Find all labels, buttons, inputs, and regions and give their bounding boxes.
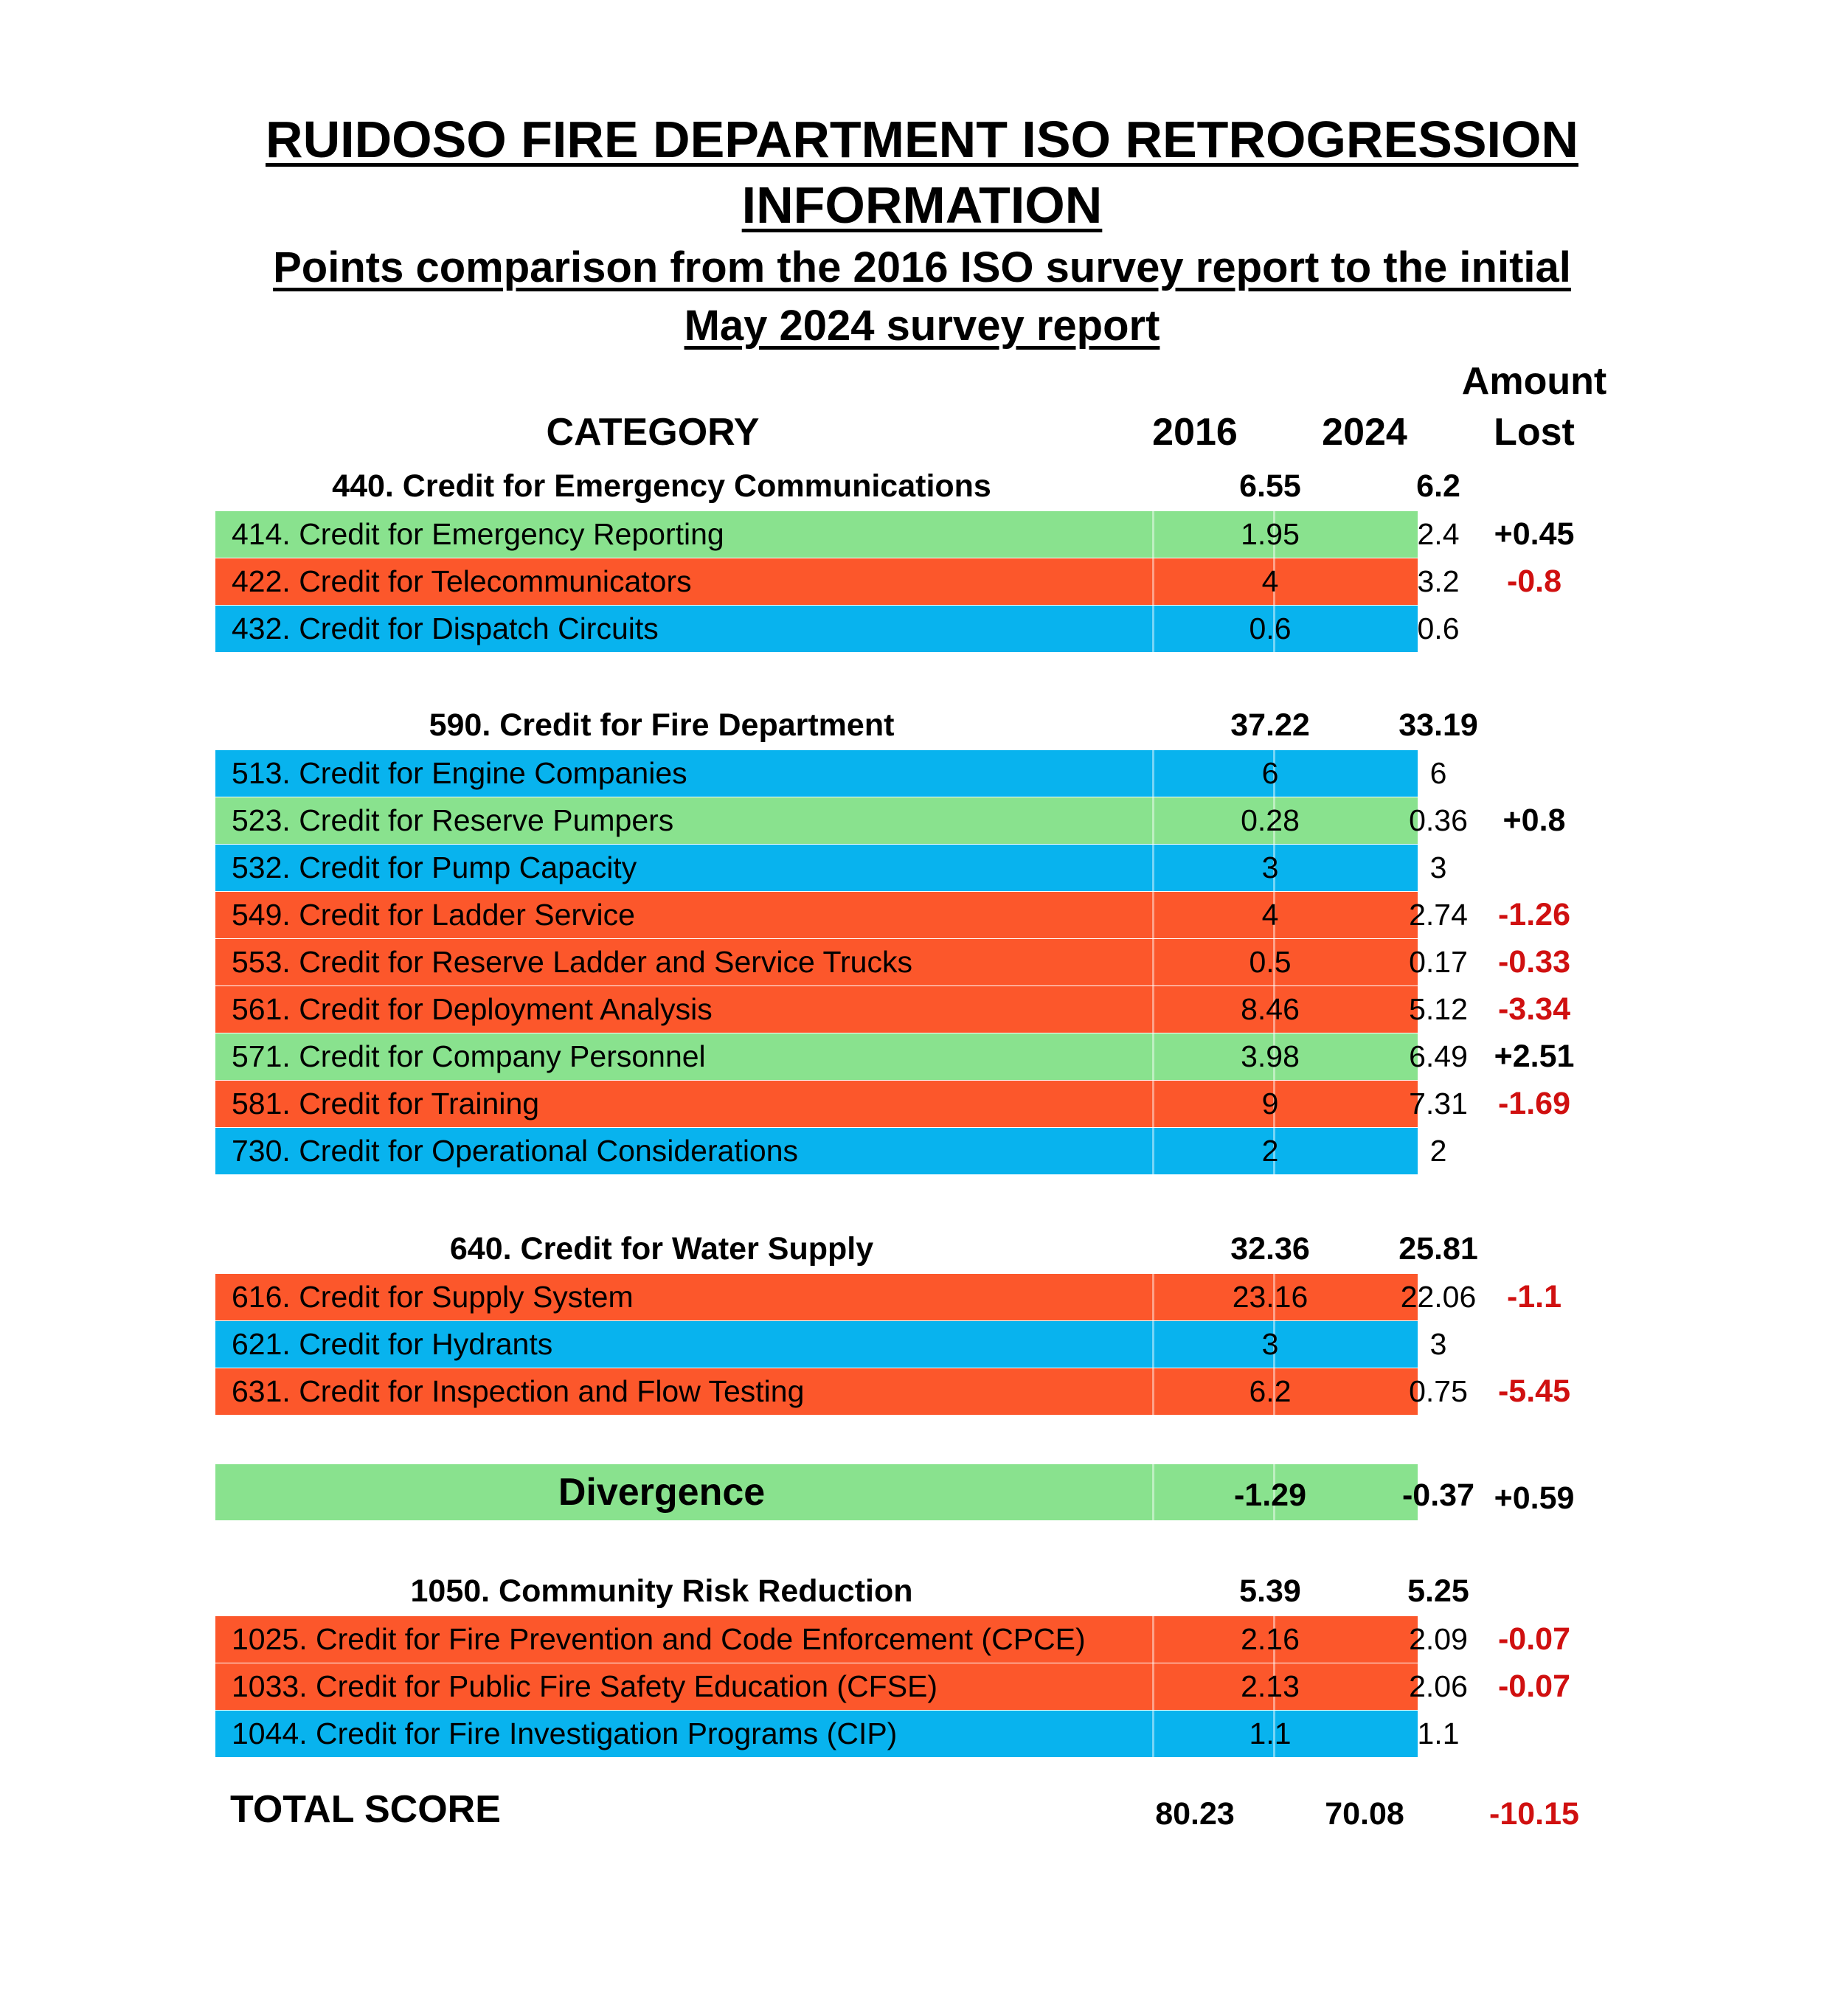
row-label: 1025. Credit for Fire Prevention and Code Enforcement (CPCE)	[232, 1622, 1086, 1656]
amount-lost-1033: -0.07	[1497, 1669, 1570, 1704]
row-label: 1033. Credit for Public Fire Safety Education (CFSE)	[232, 1669, 938, 1703]
value-2016: 1.95	[1241, 517, 1300, 551]
amount-lost-553: -0.33	[1497, 944, 1570, 980]
column-header-category: CATEGORY	[546, 411, 760, 454]
row-label: 631. Credit for Inspection and Flow Testing	[232, 1374, 805, 1408]
value-2024: 2.74	[1409, 898, 1468, 932]
value-2016: 1.1	[1249, 1717, 1292, 1750]
value-2016: 9	[1261, 1087, 1279, 1120]
section-row-640	[215, 1226, 1478, 1272]
table-row-523	[215, 797, 1468, 844]
amount-lost-1025: -0.07	[1497, 1621, 1570, 1657]
value-2024: 3.2	[1417, 564, 1460, 598]
value-2016: 32.36	[1230, 1231, 1310, 1267]
table-row-553	[215, 939, 1468, 986]
amount-lost-divergence: +0.59	[1494, 1480, 1575, 1516]
page-title-line2: INFORMATION	[741, 176, 1103, 234]
value-2024: 6.49	[1409, 1039, 1468, 1073]
value-2024: 5.25	[1407, 1573, 1469, 1609]
value-2016: 8.46	[1241, 992, 1300, 1026]
amount-lost-523: +0.8	[1502, 803, 1566, 838]
value-2016: 3.98	[1241, 1039, 1300, 1073]
table-row-1044	[215, 1711, 1460, 1757]
value-2016: 2	[1261, 1134, 1279, 1168]
amount-lost-549: -1.26	[1497, 897, 1570, 932]
value-2016: 3	[1261, 851, 1279, 884]
value-2016: 23.16	[1232, 1280, 1309, 1314]
value-2024: 3	[1429, 1327, 1447, 1361]
value-2016: 6	[1261, 756, 1279, 790]
total-score-label: TOTAL SCORE	[230, 1788, 501, 1831]
value-2024: 0.6	[1417, 612, 1460, 645]
page-subtitle-line2: May 2024 survey report	[684, 302, 1160, 350]
value-2024: 7.31	[1409, 1087, 1468, 1120]
value-2016: -1.29	[1233, 1478, 1306, 1513]
amount-lost-571: +2.51	[1494, 1039, 1575, 1074]
row-label: 616. Credit for Supply System	[232, 1280, 634, 1314]
total-amount-lost: -10.15	[1489, 1796, 1579, 1832]
value-2016: 0.6	[1249, 612, 1292, 645]
row-label: 532. Credit for Pump Capacity	[232, 851, 637, 884]
table-row-561	[215, 986, 1468, 1033]
value-2024: 0.36	[1409, 803, 1468, 837]
value-2024: 0.75	[1409, 1374, 1468, 1408]
table-row-581	[215, 1081, 1468, 1127]
value-2016: 6.2	[1249, 1374, 1292, 1408]
total-score-2024: 70.08	[1325, 1796, 1404, 1832]
section-label: 440. Credit for Emergency Communications	[332, 468, 991, 504]
row-label: 549. Credit for Ladder Service	[232, 898, 635, 932]
row-label: 523. Credit for Reserve Pumpers	[232, 803, 674, 837]
value-2024: 2	[1429, 1134, 1447, 1168]
value-2024: 6	[1429, 756, 1447, 790]
value-2024: 5.12	[1409, 992, 1468, 1026]
amount-lost-422: -0.8	[1506, 564, 1562, 599]
table-row-621	[215, 1321, 1447, 1368]
value-2024: 2.4	[1417, 517, 1460, 551]
row-label: 553. Credit for Reserve Ladder and Service Trucks	[232, 945, 912, 979]
table-row-422	[215, 558, 1460, 605]
divergence-row	[215, 1464, 1474, 1520]
value-2024: 3	[1429, 851, 1447, 884]
row-label: 571. Credit for Company Personnel	[232, 1039, 706, 1073]
value-2016: 2.16	[1241, 1622, 1300, 1656]
table-row-1025	[215, 1616, 1468, 1663]
table-row-571	[215, 1033, 1468, 1080]
table-row-616	[215, 1274, 1477, 1320]
value-2016: 0.5	[1249, 945, 1292, 979]
value-2016: 37.22	[1230, 707, 1310, 743]
table-row-1033	[215, 1663, 1468, 1710]
divergence-label: Divergence	[558, 1471, 766, 1514]
table-row-414	[215, 511, 1460, 558]
table-row-513	[215, 750, 1447, 797]
section-label: 640. Credit for Water Supply	[449, 1231, 874, 1267]
table-row-549	[215, 892, 1468, 938]
value-2024: 0.17	[1409, 945, 1468, 979]
column-header-lost: Lost	[1494, 411, 1575, 454]
value-2016: 5.39	[1239, 1573, 1301, 1609]
section-row-1050	[215, 1568, 1469, 1615]
value-2024: 2.06	[1409, 1669, 1468, 1703]
table-row-631	[215, 1368, 1468, 1415]
row-label: 581. Credit for Training	[232, 1087, 540, 1120]
value-2024: -0.37	[1401, 1478, 1474, 1513]
column-header-2016: 2016	[1152, 411, 1238, 454]
value-2024: 33.19	[1398, 707, 1478, 743]
column-header-2024: 2024	[1322, 411, 1407, 454]
row-label: 561. Credit for Deployment Analysis	[232, 992, 713, 1026]
section-row-590	[215, 702, 1478, 749]
amount-lost-561: -3.34	[1497, 991, 1570, 1027]
row-label: 422. Credit for Telecommunicators	[232, 564, 692, 598]
total-score-2016: 80.23	[1155, 1796, 1235, 1832]
value-2016: 4	[1261, 564, 1279, 598]
table-row-730	[215, 1128, 1447, 1174]
section-label: 1050. Community Risk Reduction	[410, 1573, 913, 1609]
table-row-532	[215, 845, 1447, 891]
section-row-440	[215, 463, 1460, 510]
value-2024: 2.09	[1409, 1622, 1468, 1656]
value-2016: 4	[1261, 898, 1279, 932]
amount-lost-631: -5.45	[1497, 1374, 1570, 1409]
value-2016: 3	[1261, 1327, 1279, 1361]
table-row-432	[215, 606, 1460, 652]
amount-lost-616: -1.1	[1506, 1279, 1562, 1314]
section-label: 590. Credit for Fire Department	[429, 707, 895, 743]
amount-lost-414: +0.45	[1494, 516, 1575, 552]
value-2016: 0.28	[1241, 803, 1300, 837]
row-label: 1044. Credit for Fire Investigation Programs (CIP)	[232, 1717, 898, 1750]
value-2024: 1.1	[1417, 1717, 1460, 1750]
value-2016: 2.13	[1241, 1669, 1300, 1703]
value-2016: 6.55	[1239, 468, 1301, 504]
row-label: 621. Credit for Hydrants	[232, 1327, 553, 1361]
row-label: 730. Credit for Operational Considerations	[232, 1134, 799, 1168]
row-label: 414. Credit for Emergency Reporting	[232, 517, 724, 551]
column-header-amount: Amount	[1461, 360, 1607, 403]
value-2024: 6.2	[1416, 468, 1460, 504]
page-subtitle: Points comparison from the 2016 ISO survey report to the initial	[273, 243, 1571, 291]
row-label: 432. Credit for Dispatch Circuits	[232, 612, 659, 645]
page-title: RUIDOSO FIRE DEPARTMENT ISO RETROGRESSION	[266, 111, 1578, 168]
row-label: 513. Credit for Engine Companies	[232, 756, 687, 790]
amount-lost-581: -1.69	[1497, 1086, 1570, 1121]
value-2024: 22.06	[1400, 1280, 1477, 1314]
value-2024: 25.81	[1398, 1231, 1478, 1267]
